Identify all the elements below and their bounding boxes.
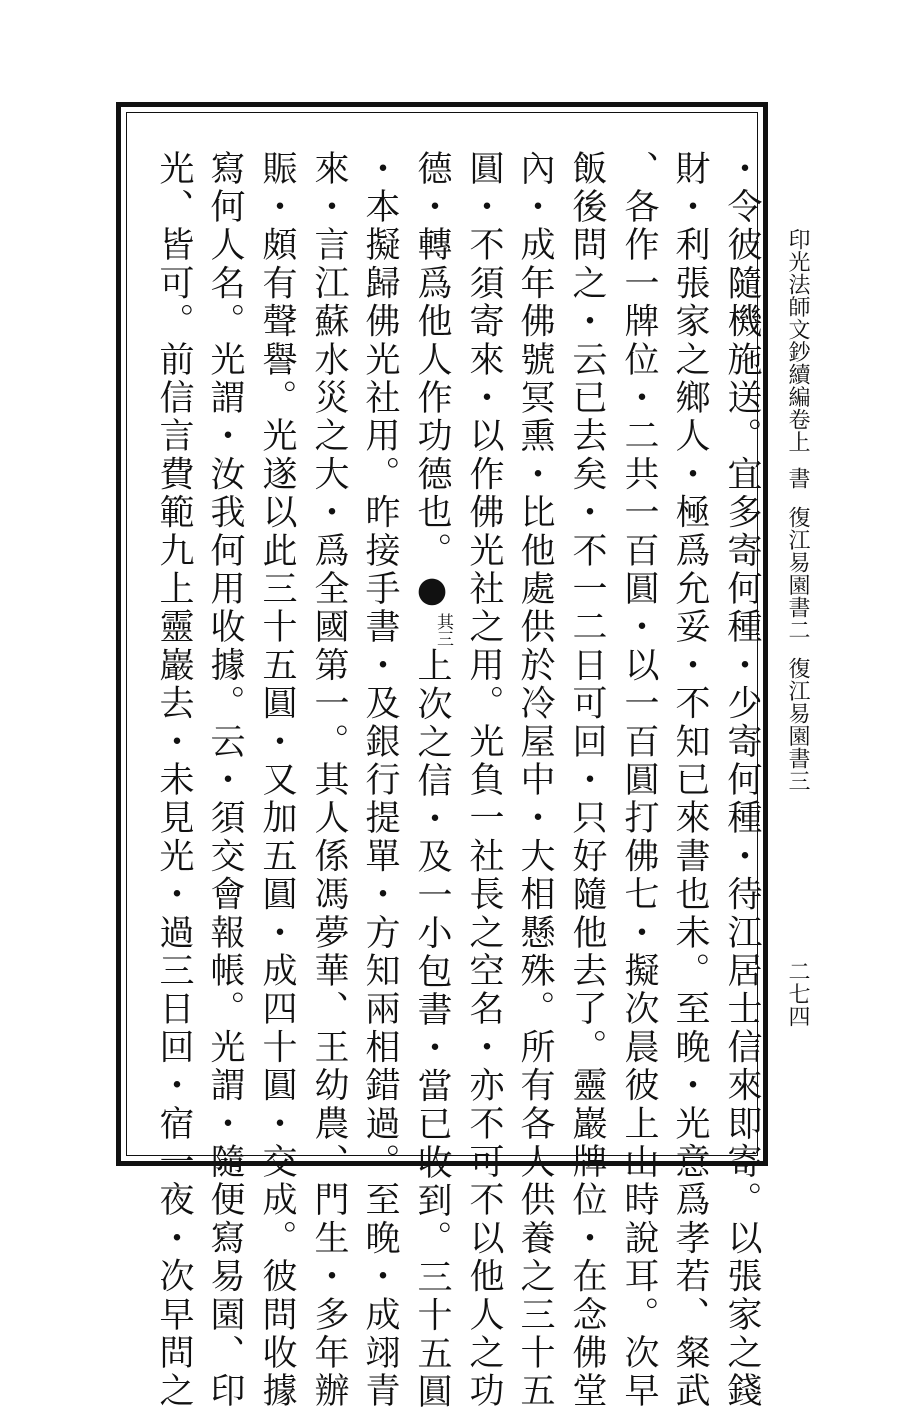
text-column-4: 飯後問之・云已去矣・不一二日可回・只好隨他去了。靈巖牌位・在念佛堂 <box>567 150 607 1411</box>
letter-number-note: 其三 <box>433 613 453 648</box>
text-column-11: 寫何人名。光謂・汝我何用收據。云・須交會報帳。光謂・隨便寫易園、印 <box>205 150 245 1411</box>
text-column-3: 、各作一牌位・二共一百圓・以一百圓打佛七・擬次晨彼上山時說耳。次早 <box>619 150 659 1411</box>
text-column-1: ・令彼隨機施送。宜多寄何種・少寄何種・待江居士信來即寄。以張家之錢 <box>722 150 762 1411</box>
text-column-6: 圓・不須寄來・以作佛光社之用。光負一社長之空名・亦不可不以他人之功 <box>464 150 504 1411</box>
text-column-10: 賑・頗有聲譽。光遂以此三十五圓・又加五圓・成四十圓・交成。彼問收據 <box>257 150 297 1411</box>
text-column-2: 財・利張家之鄉人・極爲允妥・不知已來書也未。至晚・光意爲孝若、粲武 <box>670 150 710 1411</box>
letter-title-3: 復江易園書三 <box>785 656 810 792</box>
text-column-8: ・本擬歸佛光社用。昨接手書・及銀行提單・方知兩相錯過。至晚・成翊青 <box>360 150 400 1411</box>
running-header <box>782 228 812 792</box>
section-label: 書 <box>785 467 810 490</box>
text-column-12: 光、皆可。前信言費範九上靈巖去・未見光・過三日回・宿一夜・次早問之 <box>154 150 194 1411</box>
column-7-head: 德・轉爲他人作功德也。● <box>412 150 452 614</box>
column-7-tail: 上次之信・及一小包書・當已收到。三十五圓 <box>412 647 452 1411</box>
page-number: 二七四 <box>785 960 810 1028</box>
text-column-5: 內・成年佛號冥熏・比他處供於冷屋中・大相懸殊。所有各人供養之三十五 <box>515 150 555 1411</box>
book-title: 印光法師文鈔續編卷上 <box>785 228 810 453</box>
text-column-7 <box>410 150 454 1411</box>
text-column-9: 來・言江蘇水災之大・爲全國第一。其人係馮夢華、王幼農、門生・多年辦 <box>309 150 349 1411</box>
letter-title-2: 復江易園書二 <box>785 505 810 641</box>
